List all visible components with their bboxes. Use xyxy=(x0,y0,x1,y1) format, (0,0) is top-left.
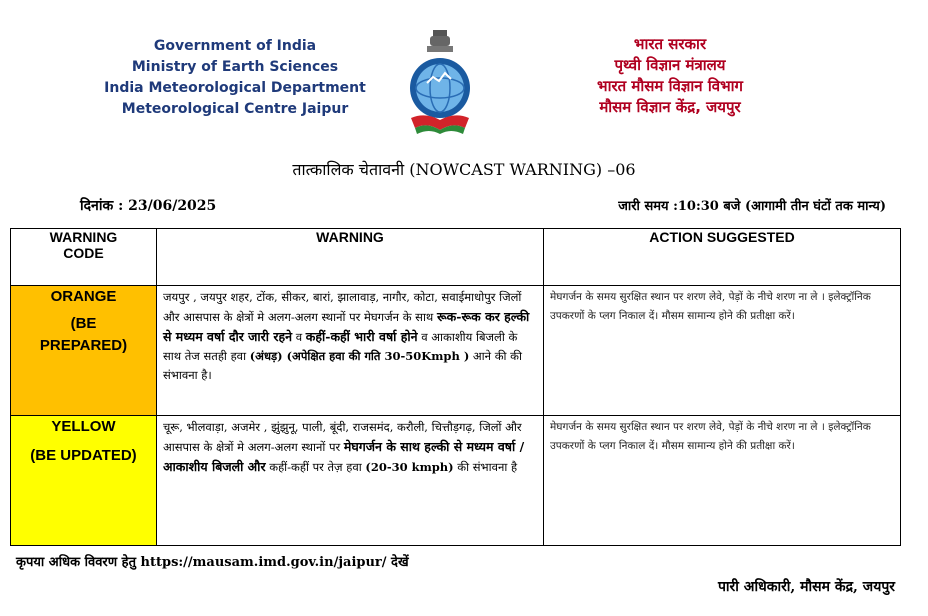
orange-code-cell xyxy=(11,286,157,416)
orange-note: (BE PREPARED) xyxy=(39,315,128,354)
header-hi-line-1: भारत सरकार xyxy=(633,35,707,53)
header-hi-line-2: पृथ्वी विज्ञान मंत्रालय xyxy=(614,56,726,74)
yellow-action-cell xyxy=(544,416,901,546)
header-en-line-2: Ministry of Earth Sciences xyxy=(131,59,339,75)
imd-jaipur-link[interactable]: https://mausam.imd.gov.in/jaipur/ xyxy=(140,555,387,570)
orange-action-cell xyxy=(544,286,901,416)
header-warning: WARNING xyxy=(157,229,544,286)
table-row-yellow xyxy=(11,416,901,546)
orange-code: ORANGE xyxy=(50,288,117,305)
header-hindi xyxy=(540,34,800,118)
yellow-warning-cell: चूरू, भीलवाड़ा, अजमेर , झुंझुनू, पाली, बूंदी, राजसमंद, करौली, चित्तौड़गढ़, जिलों और आसपास के क्षेत्रों मे अलग-अलग स्थानों पर मेघगर्जन के साथ हल्की से मध्यम वर्षा /आकाशीय बिजली और कहीं-कहीं पर तेज़ हवा (20-30 kmph) की संभावना है xyxy=(157,416,544,546)
issue-date: दिनांक : 23/06/2025 xyxy=(80,198,217,214)
header-hi-line-3: भारत मौसम विज्ञान विभाग xyxy=(597,77,743,95)
yellow-code: YELLOW xyxy=(51,418,116,435)
nowcast-title: तात्कालिक चेतावनी (NOWCAST WARNING) –06 xyxy=(292,160,636,179)
header-en-line-3: India Meteorological Department xyxy=(104,80,366,96)
footer-suffix: देखें xyxy=(386,555,409,570)
header-english xyxy=(60,36,410,120)
table-row-orange xyxy=(11,286,901,416)
table-header-row xyxy=(11,229,901,286)
footer-prefix: कृपया अधिक विवरण हेतु xyxy=(16,555,141,570)
header-en-line-1: Government of India xyxy=(153,38,317,54)
imd-emblem-logo xyxy=(405,28,475,136)
warning-table xyxy=(10,228,901,546)
yellow-action: मेघगर्जन के समय सुरक्षित स्थान पर शरण लेवे, पेड़ों के नीचे शरण ना ले । इलेक्ट्रॉनिक उपकरणों के प्लग निकाल दें। मौसम सामान्य होने की प्रतीक्षा करें। xyxy=(550,421,871,452)
duty-officer: पारी अधिकारी, मौसम केंद्र, जयपुर xyxy=(717,579,895,595)
footer-info xyxy=(16,552,409,570)
orange-action: मेघगर्जन के समय सुरक्षित स्थान पर शरण लेवे, पेड़ों के नीचे शरण ना ले । इलेक्ट्रॉनिक उपकरणों के प्लग निकाल दें। मौसम सामान्य होने की प्रतीक्षा करें। xyxy=(550,291,871,322)
issue-time: जारी समय :10:30 बजे (आगामी तीन घंटों तक मान्य) xyxy=(618,199,886,214)
yellow-code-cell xyxy=(11,416,157,546)
yellow-note: (BE UPDATED) xyxy=(30,447,137,464)
orange-warning-cell: जयपुर , जयपुर शहर, टोंक, सीकर, बारां, झालावाड़, नागौर, कोटा, सवाईमाधोपुर जिलों और आसपास के क्षेत्रों मे अलग-अलग स्थानों पर मेघगर्जन के साथ रूक-रूक कर हल्की से मध्यम वर्षा दौर जारी रहने व कहीं-कहीं भारी वर्षा होने व आकाशीय बिजली के साथ तेज सतही हवा (अंधड़) (अपेक्षित हवा की गति 30-50Kmph ) आने की की संभावना है। xyxy=(157,286,544,416)
header-action: ACTION SUGGESTED xyxy=(544,229,901,286)
header-hi-line-4: मौसम विज्ञान केंद्र, जयपुर xyxy=(599,98,741,116)
header-en-line-4: Meteorological Centre Jaipur xyxy=(121,101,349,117)
header-warning-code: WARNING CODE xyxy=(11,229,157,286)
